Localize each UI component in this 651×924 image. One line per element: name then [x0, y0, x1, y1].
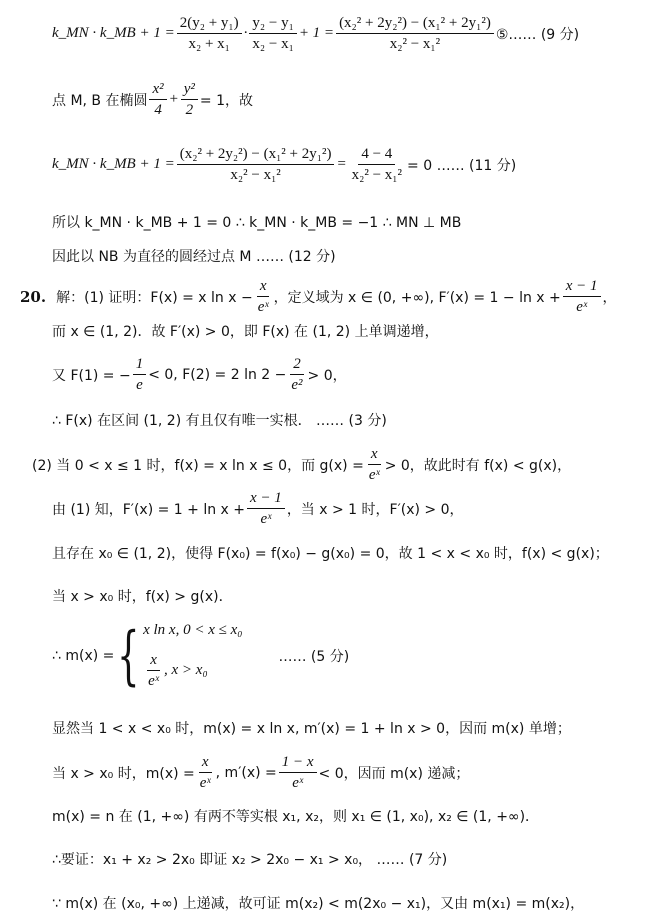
- two-roots-line: m(x) = n 在 (1, +∞) 有两不等实根 x₁, x₂，则 x₁ ∈ (1, x₀), x₂ ∈ (1, +∞)．: [52, 809, 540, 825]
- slope-product-zero-line: k_MN · k_MB + 1 = $\frac{\text{(x₂² + 2y₂²) − (x₁² + 2y₁²)}}{\text{x₂² − x₁²}}$ = $\frac{4 - 4}{\text{x₂² − x₁²}}$ = 0 …… (11 分): [52, 146, 517, 183]
- fraction: $\frac{\text{2(y₂ + y₁)}}{\text{x₂ + x₁}}$: [177, 14, 242, 53]
- circle-conclusion-line: 因此以 NB 为直径的圆经过点 M …… (12 分): [52, 249, 336, 265]
- to-prove-line: ∴要证：x₁ + x₂ > 2x₀ 即证 x₂ > 2x₀ − x₁ > x₀， …… (7 分): [52, 852, 448, 868]
- score-note: ⑤…… (9 分): [495, 26, 580, 43]
- fraction: $\frac{\text{(x₂² + 2y₂²) − (x₁² + 2y₁²)}}{\text{x₂² − x₁²}}$: [177, 145, 335, 184]
- fraction: $\frac{\text{y²}}{2}$: [181, 80, 198, 119]
- monotonic-line: 而 x ∈ (1, 2)．故 F′(x) > 0，即 F(x) 在 (1, 2) 上单调递增，: [52, 324, 439, 340]
- part2-intro-line: (2) 当 0 < x ≤ 1 时，f(x) = x ln x ≤ 0，而 g(x) = $\frac{x}{\text{eˣ}}$ > 0，故此时有 f(x) < g(x)，: [32, 446, 572, 483]
- decreasing-line: 当 x > x₀ 时，m(x) = $\frac{x}{\text{eˣ}}$ , m′(x) = $\frac{1 - x}{\text{eˣ}}$ < 0，因而 m(x) 递减；: [52, 754, 470, 791]
- unique-root-line: ∴ F(x) 在区间 (1, 2) 有且仅有唯一实根． …… (3 分): [52, 413, 387, 429]
- comparison-line: 当 x > x₀ 时，f(x) > g(x)．: [52, 589, 233, 605]
- ellipse-condition-line: 点 M, B 在椭圆 $\frac{\text{x²}}{4}$ + $\frac{\text{y²}}{2}$ = 1，故: [52, 81, 254, 118]
- existence-line: 且存在 x₀ ∈ (1, 2)，使得 F(x₀) = f(x₀) − g(x₀) = 0，故 1 < x < x₀ 时，f(x) < g(x)；: [52, 546, 609, 562]
- slope-product-prefix: k_MN · k_MB + 1 =: [52, 156, 175, 172]
- perpendicular-conclusion-line: 所以 k_MN · k_MB + 1 = 0 ∴ k_MN · k_MB = −1 ∴ MN ⊥ MB: [52, 215, 462, 231]
- derivative-line: 由 (1) 知，F′(x) = 1 + ln x + $\frac{x - 1}{\text{eˣ}}$ ，当 x > 1 时，F′(x) > 0，: [52, 490, 464, 527]
- decreasing-argument-line: ∵ m(x) 在 (x₀, +∞) 上递减，故可证 m(x₂) < m(2x₀ − x₁)，又由 m(x₁) = m(x₂)，: [52, 896, 585, 912]
- piecewise-cases: x ln x, 0 < x ≤ x₀ $\frac{x}{\text{eˣ}}$ , x > x₀: [143, 622, 243, 689]
- fraction: $\frac{x}{\text{eˣ}}$: [368, 446, 380, 483]
- problem-20-line: 20. 解：(1) 证明：F(x) = x ln x − $\frac{x}{\text{eˣ}}$ ，定义域为 x ∈ (0, +∞), F′(x) = 1 − ln x + $\frac{x - 1}{\text{eˣ}}$ ，: [20, 278, 617, 315]
- increasing-line: 显然当 1 < x < x₀ 时，m(x) = x ln x, m′(x) = 1 + ln x > 0，因而 m(x) 单增；: [52, 721, 571, 737]
- fraction: $\frac{x}{\text{eˣ}}$: [257, 278, 269, 315]
- fraction: $\frac{\text{(x₂² + 2y₂²) − (x₁² + 2y₁²)}}{\text{x₂² − x₁²}}$: [336, 14, 494, 53]
- fraction: $\frac{1 - x}{\text{eˣ}}$: [279, 753, 317, 792]
- ellipse-text: 点 M, B 在椭圆: [52, 92, 148, 109]
- fraction: $\frac{\text{y₂ − y₁}}{\text{x₂ − x₁}}$: [249, 14, 296, 53]
- fraction: $\frac{\text{x²}}{4}$: [149, 80, 166, 119]
- fraction: $\frac{x - 1}{\text{eˣ}}$: [247, 489, 285, 528]
- score-note: = 0 …… (11 分): [407, 157, 517, 174]
- fraction: $\frac{2}{\text{e²}}$: [291, 356, 303, 393]
- problem-number: 20.: [20, 287, 47, 306]
- slope-product-equation-line: k_MN · k_MB + 1 = $\frac{\text{2(y₂ + y₁)}}{\text{x₂ + x₁}}$ · $\frac{\text{y₂ − y₁}}{\text{x₂ − x₁}}$ + 1 = $\frac{\text{(x₂² + 2y₂²) − (x₁² + 2y₁²)}}{\text{x₂² − x₁²}}$ ⑤…… (9 分): [52, 15, 580, 52]
- slope-product-prefix: k_MN · k_MB + 1 =: [52, 25, 175, 41]
- fraction: $\frac{x}{\text{eˣ}}$: [148, 652, 160, 689]
- sign-values-line: 又 F(1) = − $\frac{1}{e}$ < 0, F(2) = 2 ln 2 − $\frac{2}{\text{e²}}$ > 0，: [52, 356, 347, 393]
- fraction: $\frac{x}{\text{eˣ}}$: [199, 754, 211, 791]
- fraction: $\frac{1}{e}$: [133, 355, 147, 394]
- piecewise-definition: ∴ m(x) = { x ln x, 0 < x ≤ x₀ $\frac{x}{\text{eˣ}}$ , x > x₀ …… (5 分): [52, 619, 350, 693]
- fraction: $\frac{x - 1}{\text{eˣ}}$: [563, 277, 601, 316]
- left-brace: {: [117, 619, 140, 693]
- ellipse-eq-tail: = 1，故: [199, 92, 254, 109]
- score-note: …… (5 分): [278, 649, 350, 665]
- fraction: $\frac{4 - 4}{\text{x₂² − x₁²}}$: [351, 146, 403, 183]
- plus-one-equals: + 1 =: [298, 25, 335, 41]
